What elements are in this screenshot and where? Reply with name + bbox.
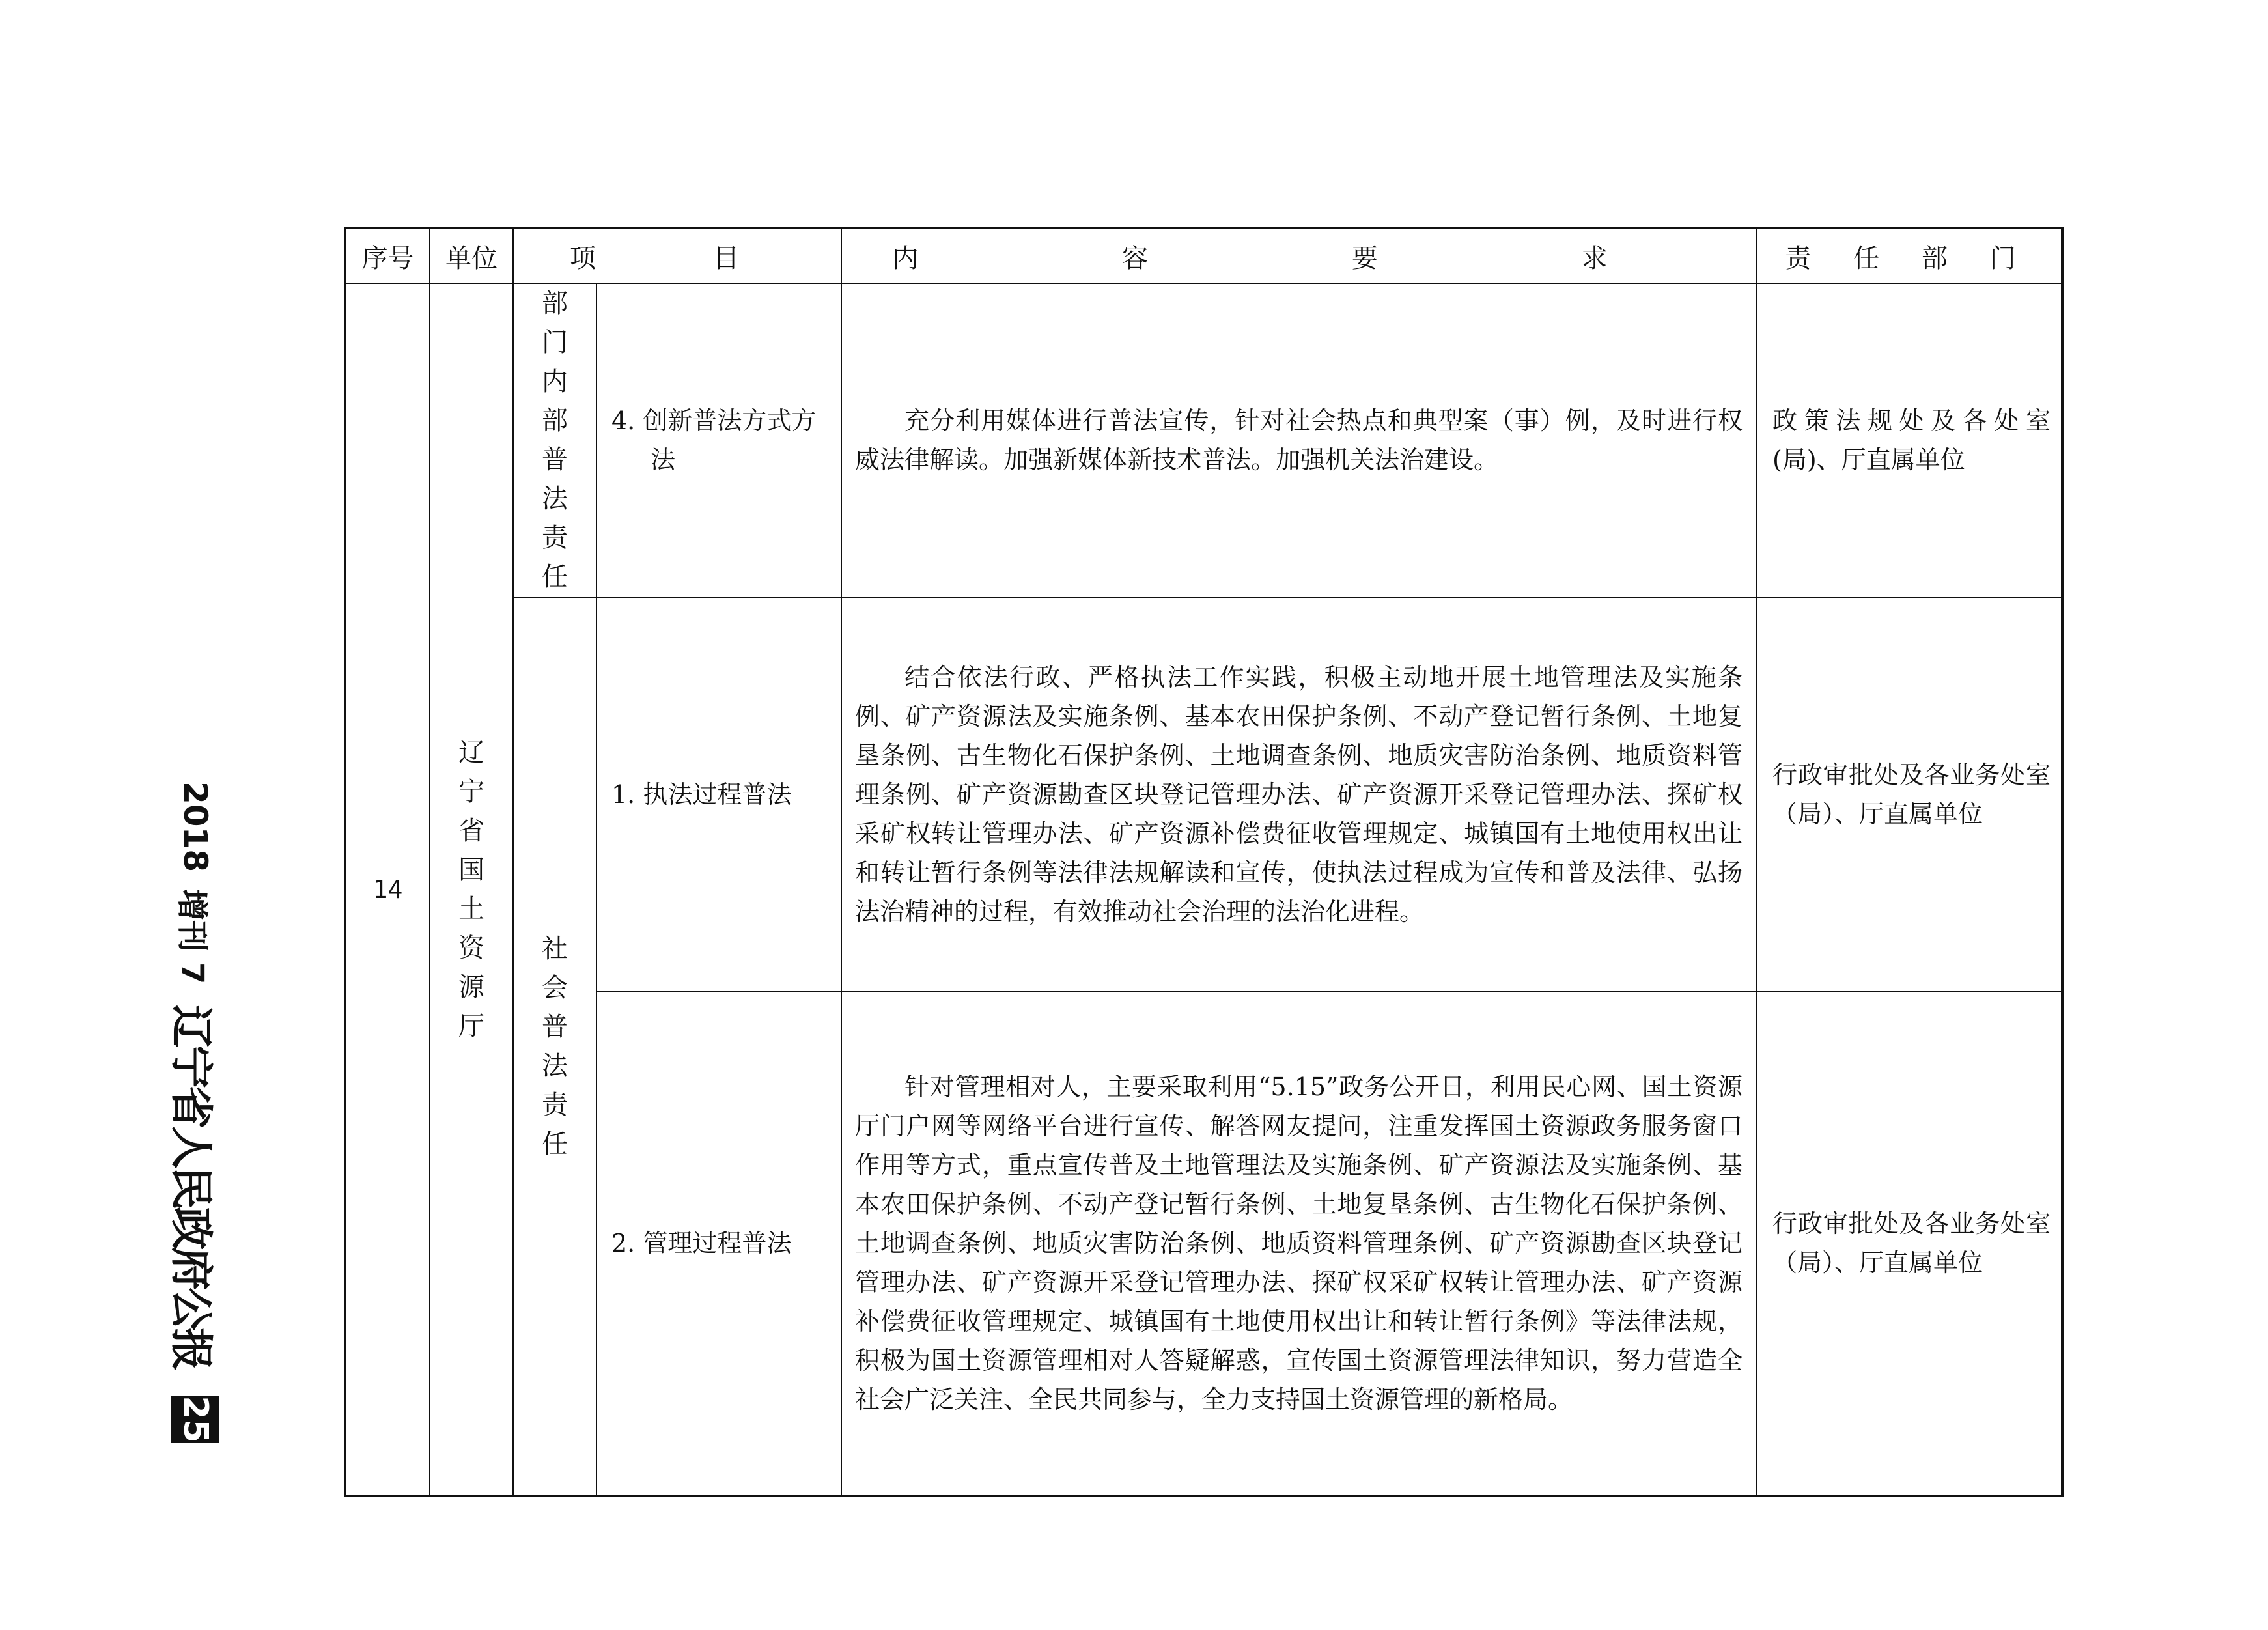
unit-cell	[430, 283, 513, 1496]
header-content: 内 容 要 求	[841, 228, 1756, 283]
header-seq: 序号	[345, 228, 430, 283]
publication-year: 2018	[176, 781, 214, 873]
seq-cell: 14	[345, 283, 430, 1496]
content-cell	[841, 283, 1756, 597]
table-row	[345, 283, 2062, 597]
dept-cell: 行政审批处及各业务处室（局）、厅直属单位	[1756, 597, 2062, 991]
header-unit: 单位	[430, 228, 513, 283]
project-cell	[596, 597, 841, 991]
content-text: 充分利用媒体进行普法宣传，针对社会热点和典型案（事）例，及时进行权威法律解读。加强新媒体新技术普法。加强机关法治建设。	[855, 406, 1743, 474]
page-number: 25	[171, 1396, 219, 1442]
content-text: 结合依法行政、严格执法工作实践，积极主动地开展土地管理法及实施条例、矿产资源法及实施条例、基本农田保护条例、不动产登记暂行条例、土地复垦条例、古生物化石保护条例、土地调查条例、地质灾害防治条例、地质资料管理条例、矿产资源勘查区块登记管理办法、矿产资源开采登记管理办法、探矿权采矿权转让管理办法、矿产资源补偿费征收管理规定、城镇国有土地使用权出让和转让暂行条例等法律法规解读和宣传，使执法过程成为宣传和普及法律、弘扬法治精神的过程，有效推动社会治理的法治化进程。	[855, 662, 1743, 926]
header-project: 项 目	[513, 228, 841, 283]
dept-cell: 政策法规处及各处室(局)、厅直属单位	[1756, 283, 2062, 597]
group-cell	[513, 597, 596, 1496]
table-row	[345, 991, 2062, 1496]
group-cell	[513, 283, 596, 597]
project-name: 1. 执法过程普法	[611, 780, 792, 809]
group-name: 社会普法责任	[542, 933, 568, 1159]
publication-title: 辽宁省人民政府公报	[166, 1005, 217, 1369]
issue-label: 增刊 7	[174, 889, 211, 985]
content-text: 针对管理相对人，主要采取利用“5.15”政务公开日，利用民心网、国土资源厅门户网等网络平台进行宣传、解答网友提问，注重发挥国土资源政务服务窗口作用等方式，重点宣传普及土地管理法及实施条例、矿产资源法及实施条例、基本农田保护条例、不动产登记暂行条例、土地复垦条例、古生物化石保护条例、土地调查条例、地质灾害防治条例、地质资料管理条例、矿产资源勘查区块登记管理办法、矿产资源开采登记管理办法、探矿权采矿权转让管理办法、矿产资源补偿费征收管理规定、城镇国有土地使用权出让和转让暂行条例》等法律法规，积极为国土资源管理相对人答疑解惑，宣传国土资源管理法律知识，努力营造全社会广泛关注、全民共同参与，全力支持国土资源管理的新格局。	[855, 1073, 1743, 1414]
responsibility-table	[344, 227, 2064, 1497]
page-side-header	[163, 781, 228, 1443]
project-cell	[596, 283, 841, 597]
table-row	[345, 597, 2062, 991]
content-cell	[841, 991, 1756, 1496]
dept-cell: 行政审批处及各业务处室（局）、厅直属单位	[1756, 991, 2062, 1496]
project-name: 4. 创新普法方式方法	[611, 406, 817, 474]
header-dept: 责 任 部 门	[1756, 228, 2062, 283]
project-name: 2. 管理过程普法	[611, 1229, 792, 1258]
project-cell	[596, 991, 841, 1496]
table-header-row	[345, 228, 2062, 283]
unit-name: 辽宁省国土资源厅	[458, 737, 484, 1041]
content-cell	[841, 597, 1756, 991]
group-name: 部门内部普法责任	[542, 288, 568, 592]
